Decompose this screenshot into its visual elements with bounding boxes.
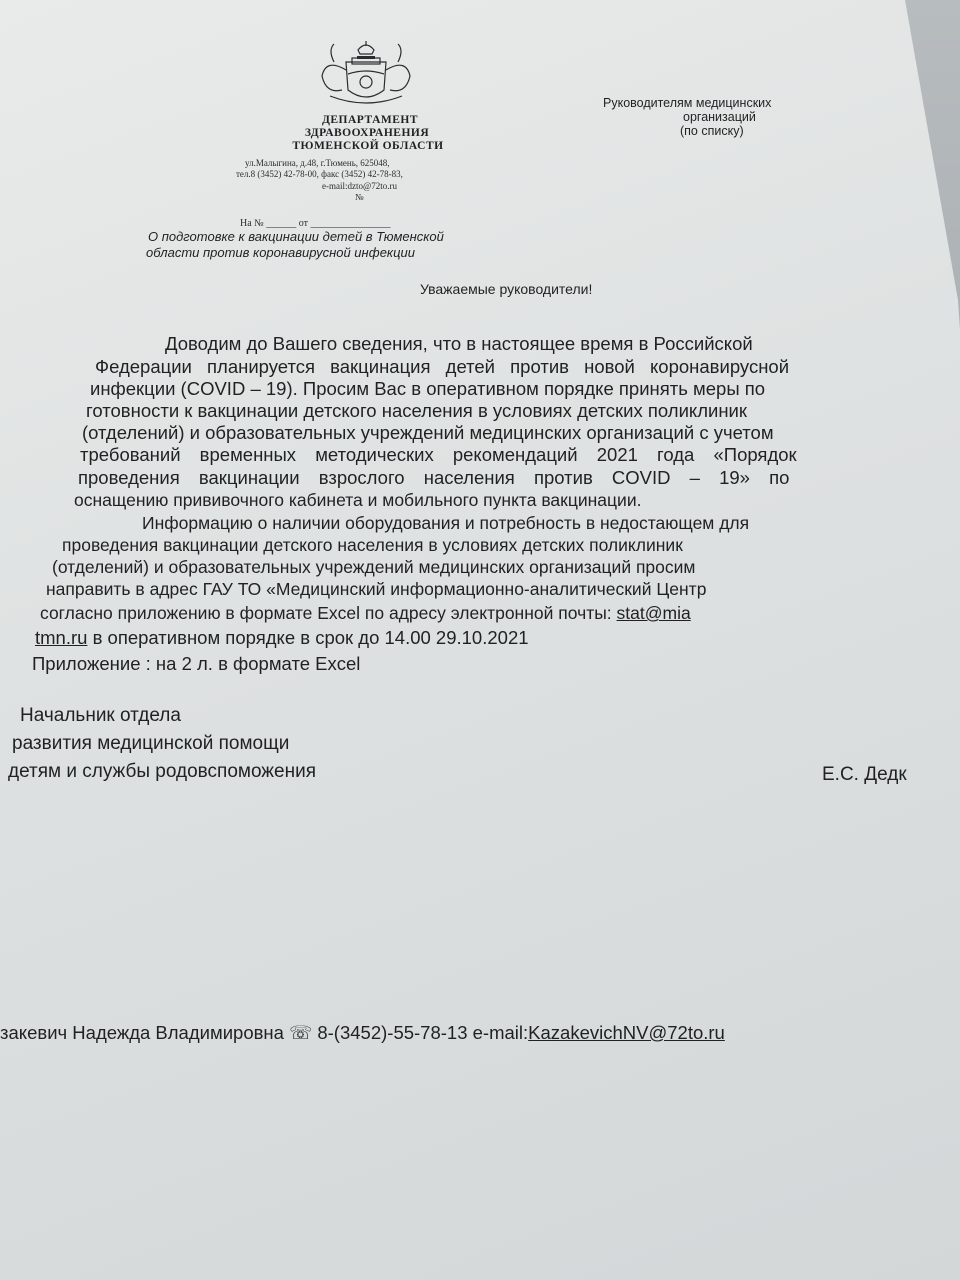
body-p1-line1: Доводим до Вашего сведения, что в настоящее время в Российской xyxy=(165,333,753,354)
body-p1-line6: требований временных методических рекомендаций 2021 года «Порядок xyxy=(80,444,797,465)
body-p2-line3: (отделений) и образовательных учреждений медицинских организаций просим xyxy=(52,557,696,577)
subject-line2: области против коронавирусной инфекции xyxy=(146,245,415,260)
dept-address: ул.Малыгина, д.48, г.Тюмень, 625048, xyxy=(245,158,390,168)
coat-of-arms-emblem xyxy=(312,40,420,112)
email-link-part2[interactable]: tmn.ru xyxy=(35,627,88,648)
dept-name-line3: ТЮМЕНСКОЙ ОБЛАСТИ xyxy=(292,140,444,152)
body-p1-line3: инфекции (COVID – 19). Просим Вас в оперативном порядке принять меры по xyxy=(90,378,766,399)
body-p1-line2: Федерации планируется вакцинация детей против новой коронавирусной xyxy=(95,356,790,377)
signature-title3: детям и службы родовспоможения xyxy=(8,761,316,782)
subject-line1: О подготовке к вакцинации детей в Тюменской xyxy=(148,229,444,244)
body-p1-line4: готовности к вакцинации детского населения в условиях детских поликлиник xyxy=(86,400,747,421)
body-p2-line1: Информацию о наличии оборудования и потребность в недостающем для xyxy=(142,513,750,533)
footer-contact xyxy=(0,1022,725,1044)
body-p1-line7: проведения вакцинации взрослого населения против COVID – 19» по xyxy=(78,467,790,488)
recipient-line3: (по списку) xyxy=(680,124,744,138)
body-p2-line6 xyxy=(35,627,529,649)
footer-email-link[interactable]: KazakevichNV@72to.ru xyxy=(528,1022,725,1043)
signature-title2: развития медицинской помощи xyxy=(12,733,290,754)
reference-line: На № ______ от ________________ xyxy=(240,218,391,229)
footer-contact-text: закевич Надежда Владимировна ☏ 8-(3452)-55-78-13 e-mail: xyxy=(0,1022,529,1043)
email-link-part1[interactable]: stat@mia xyxy=(616,603,691,623)
number-sign: № xyxy=(355,192,364,202)
body-p1-line5: (отделений) и образовательных учреждений медицинских организаций с учетом xyxy=(82,422,774,443)
body-p1-line8: оснащению прививочного кабинета и мобильного пункта вакцинации. xyxy=(74,490,642,510)
body-p2-line6-text: в оперативном порядке в срок до 14.00 29.10.2021 xyxy=(87,627,529,648)
dept-name-line1: ДЕПАРТАМЕНТ xyxy=(321,114,419,126)
body-p2-line5-text: согласно приложению в формате Excel по адресу электронной почты: xyxy=(40,603,617,623)
body-p2-line2: проведения вакцинации детского населения в условиях детских поликлиник xyxy=(62,535,683,555)
signature-title1: Начальник отдела xyxy=(20,705,181,726)
body-p2-line5 xyxy=(40,603,691,624)
dept-phone: тел.8 (3452) 42-78-00, факс (3452) 42-78-83, xyxy=(236,169,403,179)
recipient-line2: организаций xyxy=(683,110,756,124)
dept-email: e-mail:dzto@72to.ru xyxy=(322,181,398,191)
signatory-name: Е.С. Дедк xyxy=(822,764,907,785)
body-p2-line4: направить в адрес ГАУ ТО «Медицинский информационно-аналитический Центр xyxy=(46,579,707,599)
salutation: Уважаемые руководители! xyxy=(420,281,593,297)
recipient-line1: Руководителям медицинских xyxy=(603,96,772,110)
dept-name-line2: ЗДРАВООХРАНЕНИЯ xyxy=(304,127,430,139)
attachment-note: Приложение : на 2 л. в формате Excel xyxy=(32,653,361,674)
